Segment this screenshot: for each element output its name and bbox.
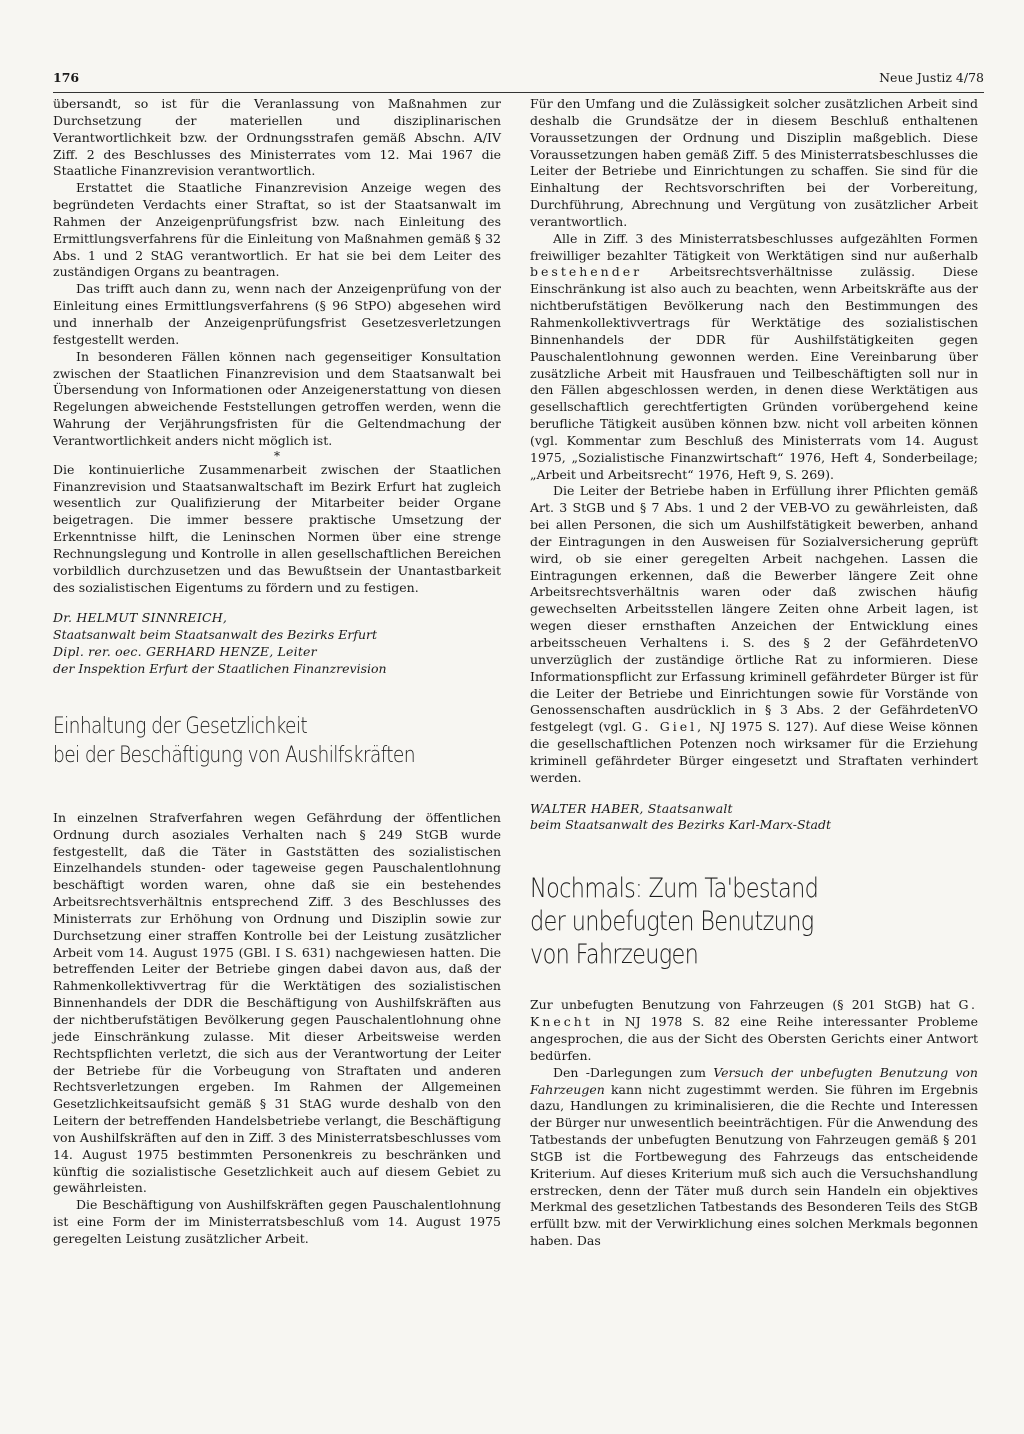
author-name: Dr. HELMUT SINNREICH, (53, 610, 228, 626)
paragraph: Die kontinuierliche Zusammenarbeit zwischen der Staatlichen Finanzrevision und Staatsanwaltschaft im Bezirk Erfurt hat zugleich wesentlich zur Qualifizierung der Mitarbeiter beider Organe beigetragen. Die immer bessere praktische Umsetzung der Erkenntnisse hilft, die Leninschen Normen über eine strenge Rechnungslegung und Kontrolle in allen gesellschaftlichen Bereichen vorbildlich durchzusetzen und das Bewußtsein der Unantastbarkeit des sozialistischen Eigentums zu fördern und zu festigen. (53, 461, 501, 595)
text-run: in NJ 1978 S. 82 eine Reihe interessanter Probleme angesprochen, die aus der Sicht des Obersten Gerichts einer Antwort bedürfen. (530, 1014, 978, 1063)
headline-line: Nochmals: Zum Ta'bestand (530, 873, 819, 905)
author-signature (530, 801, 978, 835)
paragraph (530, 231, 978, 484)
paragraph (530, 997, 978, 1064)
text-run: kann nicht zugestimmt werden. Sie führen im Ergebnis dazu, Handlungen zu kriminalisieren, die die Rechte und Interessen der Bürger nur unwesentlich beeinträchtigen. Für die Anwendung des Tatbestands der unbefugten Benutzung von Fahrzeugen gemäß § 201 StGB ist die Fortbewegung des Fahrzeugs das entscheidende Kriterium. Auf dieses Kriterium muß sich auch die Versuchshandlung erstrecken, denn der Täter muß durch sein Handeln ein objektives Merkmal des gesetzlichen Tatbestands des Besonderen Teils des StGB erfüllt bzw. mit der Verwirklichung eines solchen Merkmals begonnen haben. Das (530, 1081, 978, 1249)
spaced-emphasis: G. Giel, (631, 719, 705, 735)
article-headline (53, 712, 501, 770)
page-number: 176 (53, 70, 80, 85)
text-run: Arbeitsrechtsverhältnisse zulässig. Diese Einschränkung ist also auch zu beachten, wenn Arbeitskräfte aus der nichtberufstätigen Bevölkerung nach den Bestimmungen des Rahmenkollektivvertrags für Werktätige des sozialistischen Binnenhandels der DDR für Aushilfstätigkeiten gegen Pauschalentlohnung gewonnen werden. Eine Vereinbarung über zusätzliche Arbeit mit Hausfrauen und Teilbeschäftigten soll nur in den Fällen abgeschlossen werden, in denen diese Werktätigen aus gesellschaftlich gerechtfertigten Gründen vorübergehend keine berufliche Tätigkeit ausüben können bzw. nicht voll arbeiten können (vgl. Kommentar zum Beschluß des Ministerrats vom 14. August 1975, „Sozialistische Finanzwirtschaft“ 1976, Heft 4, Sonderbeilage; „Arbeit und Arbeitsrecht“ 1976, Heft 9, S. 269). (530, 264, 978, 482)
paragraph: übersandt, so ist für die Veranlassung von Maßnahmen zur Durchsetzung der materiellen und disziplinarischen Verantwortlichkeit bzw. der Ordnungsstrafen gemäß Abschn. A/IV Ziff. 2 des Beschlusses des Ministerrates vom 12. Mai 1967 die Staatliche Finanzrevision verantwortlich. (53, 96, 501, 179)
headline-line: der unbefugten Benutzung (530, 906, 814, 938)
spaced-emphasis: G. Knecht (530, 997, 978, 1030)
paragraph (530, 483, 978, 786)
paragraph: Erstattet die Staatliche Finanzrevision Anzeige wegen des begründeten Verdachts einer Straftat, so ist der Staatsanwalt im Rahmen der Anzeigenprüfungsfrist bzw. nach Einleitung des Ermittlungsverfahrens für die Einleitung von Maßnahmen gemäß § 32 Abs. 1 und 2 StAG verantwortlich. Er hat sie bei dem Leiter des zuständigen Organs zu beantragen. (53, 180, 501, 280)
author-title: Staatsanwalt beim Staatsanwalt des Bezirks Erfurt (53, 627, 378, 643)
right-column (530, 96, 978, 1250)
page-header (53, 70, 984, 93)
text-run: NJ 1975 S. 127). Auf diese Weise können die gesellschaftlichen Potenzen noch wirksamer für die Erziehung kriminell gefährdeter Bürger eingesetzt und Straftaten verhindert werden. (530, 719, 978, 785)
headline-line: Einhaltung der Gesetzlichkeit (53, 712, 308, 739)
headline-line: bei der Beschäftigung von Aushilfskräften (53, 741, 415, 768)
author-title: beim Staatsanwalt des Bezirks Karl-Marx-Stadt (530, 817, 832, 833)
paragraph: Die Beschäftigung von Aushilfskräften gegen Pauschalentlohnung ist eine Form der im Ministerratsbeschluß vom 14. August 1975 geregelten Leistung zusätzlicher Arbeit. (53, 1197, 501, 1246)
author-title: der Inspektion Erfurt der Staatlichen Finanzrevision (53, 661, 387, 676)
paragraph: Das trifft auch dann zu, wenn nach der Anzeigenprüfung von der Einleitung eines Ermittlungsverfahrens (§ 96 StPO) abgesehen wird und innerhalb der Anzeigenprüfungsfrist Gesetzesverletzungen festgestellt werden. (53, 281, 501, 347)
paragraph: Für den Umfang und die Zulässigkeit solcher zusätzlichen Arbeit sind deshalb die Grundsätze der in diesem Beschluß enthaltenen Voraussetzungen der Ordnung und Disziplin maßgeblich. Diese Voraussetzungen haben gemäß Ziff. 5 des Ministerratsbeschlusses die Leiter der Betriebe und Einrichtungen zu schaffen. Sie sind für die Einhaltung der Rechtsvorschriften bei der Vorbereitung, Durchführung, Abrechnung und Vergütung von zusätzlicher Arbeit verantwortlich. (530, 96, 978, 229)
italic-emphasis: Versuch der unbefugten Benutzung von Fahrzeugen (530, 1064, 978, 1097)
left-column (53, 96, 501, 1248)
paragraph (530, 1065, 978, 1250)
text-run: Zur unbefugten Benutzung von Fahrzeugen (§ 201 StGB) hat (530, 997, 951, 1013)
text-run: Die Leiter der Betriebe haben in Erfüllung ihrer Pflichten gemäß Art. 3 StGB und § 7 Abs. 1 und 2 der VEB-VO zu gewährleisten, daß bei allen Personen, die sich um Aushilfstätigkeit bewerben, anhand der Eintragungen in den Ausweisen für Sozialversicherung geprüft wird, ob sie einer geregelten Arbeit nachgehen. Lassen die Eintragungen erkennen, daß die Bewerber längere Zeit ohne Arbeitsrechtsverhältnis waren oder daß zwischen häufig gewechselten Arbeitsstellen längere Zeiten ohne Arbeit lagen, ist wegen dieser ernsthaften Anzeichen der Entwicklung eines arbeitsscheuen Verhaltens i. S. des § 2 der GefährdetenVO unverzüglich der zuständige örtliche Rat zu informieren. Diese Informationspflicht zur Erfassung kriminell gefährdeter Bürger ist für die Leiter der Betriebe und Einrichtungen sowie für Vorstände von Genossenschaften ausdrücklich in § 3 Abs. 2 der GefährdetenVO festgelegt (vgl. (530, 483, 978, 735)
paragraph: In besonderen Fällen können nach gegenseitiger Konsultation zwischen der Staatlichen Finanzrevision und dem Staatsanwalt bei Übersendung von Informationen oder Anzeigenerstattung von diesen Regelungen abweichende Feststellungen getroffen werden, wenn die Wahrung der Verjährungsfristen für die Geltendmachung der Verantwortlichkeit anders nicht möglich ist. (53, 348, 501, 448)
journal-title: Neue Justiz 4/78 (879, 70, 984, 85)
author-signature (53, 610, 501, 677)
text-run: Den -Darlegungen zum (553, 1064, 707, 1080)
paragraph: In einzelnen Strafverfahren wegen Gefährdung der öffentlichen Ordnung durch asoziales Verhalten nach § 249 StGB wurde festgestellt, daß die Täter in Gaststätten des sozialistischen Einzelhandels stunden- oder tageweise gegen Pauschalentlohnung beschäftigt worden waren, ohne daß sie ein bestehendes Arbeitsrechtsverhältnis entsprechend Ziff. 3 des Beschlusses des Ministerrats zur Erhöhung von Ordnung und Disziplin sowie zur Durchsetzung einer straffen Kontrolle bei der Leistung zusätzlicher Arbeit vom 14. August 1975 (GBl. I S. 631) nachgewiesen hatten. Die betreffenden Leiter der Betriebe gingen dabei davon aus, daß der Rahmenkollektivvertrag für die Werktätigen des sozialistischen Binnenhandels der DDR die Beschäftigung von Aushilfskräften aus der nichtberufstätigen Bevölkerung gegen Pauschalentlohnung ohne jede Einschränkung zulasse. Mit dieser Arbeitsweise werden Rechtspflichten verletzt, die sich aus der Verantwortung der Leiter der Betriebe für die Vorbeugung von Straftaten und anderen Rechtsverletzungen ergeben. Im Rahmen der Allgemeinen Gesetzlichkeitsaufsicht gemäß § 31 StAG wurde deshalb von den Leitern der betreffenden Handelsbetriebe verlangt, die Beschäftigung von Aushilfskräften auf den in Ziff. 3 des Ministerratsbeschlusses vom 14. August 1975 bestimmten Personenkreis zu beschränken und künftig die sozialistische Gesetzlichkeit auch auf diesem Gebiet zu gewährleisten. (53, 809, 501, 1196)
author-name: Dipl. rer. oec. GERHARD HENZE, Leiter (53, 644, 317, 660)
article-headline (530, 872, 978, 971)
author-name: WALTER HABER, Staatsanwalt (530, 800, 733, 816)
spaced-emphasis: bestehender (530, 264, 643, 280)
text-run: Alle in Ziff. 3 des Ministerratsbeschlusses aufgezählten Formen freiwilliger bezahlter Tätigkeit von Werktätigen sind nur außerhalb (530, 230, 978, 263)
section-divider: * (274, 448, 280, 463)
headline-line: von Fahrzeugen (530, 939, 699, 971)
